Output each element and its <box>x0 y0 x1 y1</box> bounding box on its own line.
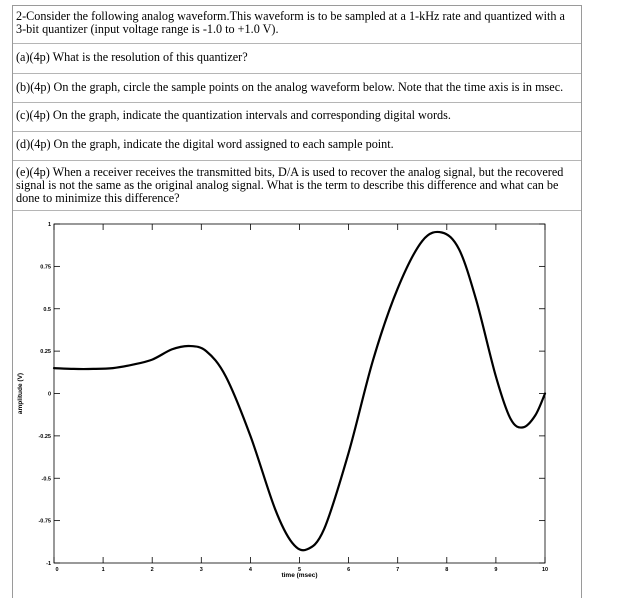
y-tick-label: 1 <box>47 222 51 228</box>
part-a-text: (a)(4p) What is the resolution of this quantizer? <box>16 50 248 64</box>
part-b-text: (b)(4p) On the graph, circle the sample points on the analog waveform below. Note that the time axis is in msec. <box>16 80 564 94</box>
plot-frame <box>54 224 545 563</box>
y-tick-label: -0.25 <box>38 433 51 440</box>
x-tick-label: 8 <box>445 567 449 573</box>
part-e-line-3: done to minimize this difference? <box>16 191 180 205</box>
x-tick-label: 0 <box>55 567 59 573</box>
x-ticks <box>54 224 548 573</box>
x-axis-label: time (msec) <box>281 572 318 579</box>
x-tick-label: 7 <box>396 567 400 573</box>
y-tick-label: 0.5 <box>43 306 51 313</box>
part-e-line-1: (e)(4p) When a receiver receives the transmitted bits, D/A is used to recover the analog signal, but the recovered <box>16 165 564 179</box>
x-tick-label: 4 <box>248 567 252 573</box>
y-tick-label: -0.75 <box>38 518 51 525</box>
part-c-text: (c)(4p) On the graph, indicate the quantization intervals and corresponding digital words. <box>16 108 451 122</box>
x-tick-label: 9 <box>494 567 498 573</box>
y-tick-label: -0.5 <box>41 476 51 483</box>
y-tick-label: 0.25 <box>40 349 51 356</box>
x-tick-label: 2 <box>150 567 154 573</box>
intro-line-1: 2-Consider the following analog waveform.This waveform is to be sampled at a 1-kHz rate and quantized with a <box>16 9 565 23</box>
intro-line-2: 3-bit quantizer (input voltage range is -1.0 to +1.0 V). <box>16 22 279 36</box>
x-tick-label: 1 <box>101 567 105 573</box>
y-tick-label: 0.75 <box>40 264 51 271</box>
x-tick-label: 5 <box>297 567 302 573</box>
x-tick-label: 6 <box>347 567 351 573</box>
part-e-line-2: signal is not the same as the original analog signal. What is the term to describe this difference and what can be <box>16 178 559 192</box>
y-axis-label: amplitude (V) <box>17 372 24 415</box>
waveform-line <box>54 232 545 550</box>
y-tick-label: -1 <box>46 561 51 567</box>
x-tick-label: 3 <box>199 567 203 573</box>
y-tick-label: 0 <box>47 391 51 398</box>
part-d-text: (d)(4p) On the graph, indicate the digital word assigned to each sample point. <box>16 137 394 151</box>
x-tick-label: 10 <box>541 567 549 573</box>
